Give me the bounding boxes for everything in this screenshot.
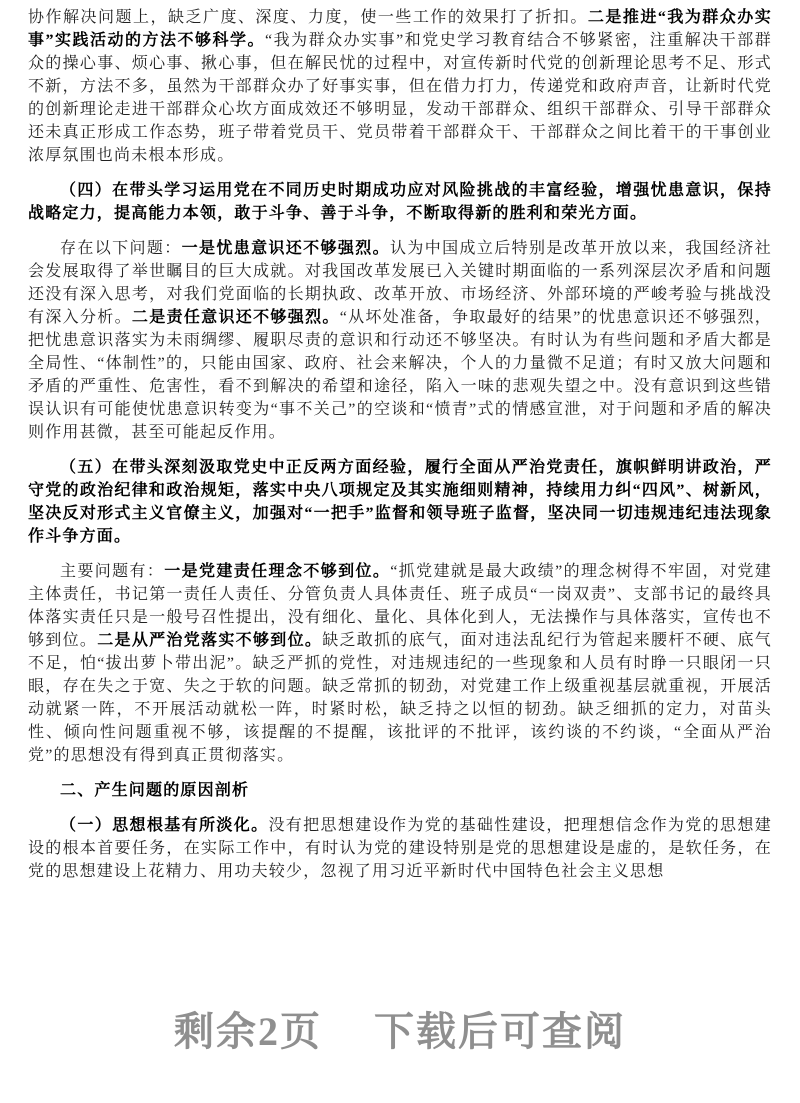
paragraph-bold-segment: 二是推进“我为群众办实事”实践活动的方法不够科学。 [28,9,772,49]
paragraph-bold-segment: 二、产生问题的原因剖析 [60,782,250,799]
paragraph-text-segment: 缺乏敢抓的底气，面对违法乱纪行为管起来腰杆不硬、底气不足，怕“拔出萝卜带出泥”。缺乏严抓的党性，对违规违纪的一些现象和人员有时睁一只眼闭一只眼，存在失之于宽、失之于软的问题。缺乏常抓的韧劲，对党建工作上级重视基层就重视，开展活动就紧一阵，不开展活动就松一阵，时紧时松，缺乏持之以恒的韧劲。缺乏细抓的定力，对苗头性、倾向性问题重视不够，该提醒的不提醒，该批评的不批评，该约谈的不约谈，“全面从严治党”的思想没有得到真正贯彻落实。 [28,632,772,764]
paragraph [28,237,772,444]
paragraph-text-segment: 协作解决问题上，缺乏广度、深度、力度，使一些工作的效果打了折扣。 [28,9,588,26]
paragraph-text-segment: “从坏处准备，争取最好的结果”的忧患意识还不够强烈，把忧患意识落实为未雨绸缪、履职尽责的意识和行动还不够坚决。有时认为有些问题和矛盾大都是全局性、“体制性”的，只能由国家、政府、社会来解决，个人的力量微不足道；有时又放大问题和矛盾的严重性、危害性，看不到解决的希望和途径，陷入一味的悲观失望之中。没有意识到这些错误认识有可能使忧患意识转变为“事不关己”的空谈和“愤青”式的情感宣泄，对于问题和矛盾的解决则作用甚微，甚至可能起反作用。 [28,309,773,441]
paragraph [28,6,772,167]
paragraph-bold-segment: 二是从严治党落实不够到位。 [97,632,323,649]
paragraph-bold-segment: 一是忧患意识还不够强烈。 [181,240,391,257]
paragraph-bold-segment: 二是责任意识还不够强烈。 [131,309,340,326]
paragraph-text-segment: 存在以下问题： [60,240,182,257]
paragraph [28,814,772,883]
paragraph [28,456,772,548]
paragraph-bold-segment: （五）在带头深刻汲取党史中正反两方面经验，履行全面从严治党责任，旗帜鲜明讲政治，严守党的政治纪律和政治规矩，落实中央八项规定及其实施细则精神，持续用力纠“四风”、树新风，坚决反对形式主义官僚主义，加强对“一把手”监督和领导班子监督，坚决同一切违规违纪违法现象作斗争方面。 [28,459,772,545]
paragraph [28,779,772,802]
paragraph-bold-segment: （一）思想根基有所淡化。 [60,817,269,834]
paragraph-bold-segment: （四）在带头学习运用党在不同历史时期成功应对风险挑战的丰富经验，增强忧患意识，保持战略定力，提高能力本领，敢于斗争、善于斗争，不断取得新的胜利和荣光方面。 [28,182,772,222]
paragraph-text-segment: 认为中国成立后特别是改革开放以来，我国经济社会发展取得了举世瞩目的巨大成就。对我国改革发展已入关键时期面临的一系列深层次矛盾和问题还没有深入思考，对我们党面临的长期执政、改革开放、市场经济、外部环境的严峻考验与挑战没有深入分析。 [28,240,772,326]
download-hint-label: 下载后可查阅 [374,1009,626,1054]
paragraph [28,560,772,767]
paragraph-text-segment: “我为群众办实事”和党史学习教育结合不够紧密，注重解决干部群众的操心事、烦心事、揪心事，但在解民忧的过程中，对宣传新时代党的创新理论思考不足、形式不新，方法不多，虽然为干部群众办了好事实事，但在借力打力，传递党和政府声音，让新时代党的创新理论走进干部群众心坎方面成效还不够明显，发动干部群众、组织干部群众、引导干部群众还未真正形成工作态势，班子带着党员干、党员带着干部群众干、干部群众之间比着干的干事创业浓厚氛围也尚未根本形成。 [28,32,772,164]
paragraph-text-segment: 没有把思想建设作为党的基础性建设，把理想信念作为党的思想建设的根本首要任务，在实际工作中，有时认为党的建设特别是党的思想建设是虚的，是软任务，在党的思想建设上花精力、用功夫较少，忽视了用习近平新时代中国特色社会主义思想 [28,817,772,880]
remaining-pages-label: 剩余2页 [174,1009,322,1054]
paragraph-text-segment: 主要问题有： [60,563,165,580]
paragraph [28,179,772,225]
paragraph-text-segment: “抓党建就是最大政绩”的理念树得不牢固，对党建主体责任，书记第一责任人责任、分管负责人具体责任、班子成员“一岗双责”、支部书记的最终具体落实责任只是一般号召性提出，没有细化、量化、具体化到人，无法操作与具体落实，宣传也不够到位。 [28,563,772,649]
paragraph-bold-segment: 一是党建责任理念不够到位。 [164,563,391,580]
remaining-pages-notice [0,1000,800,1057]
